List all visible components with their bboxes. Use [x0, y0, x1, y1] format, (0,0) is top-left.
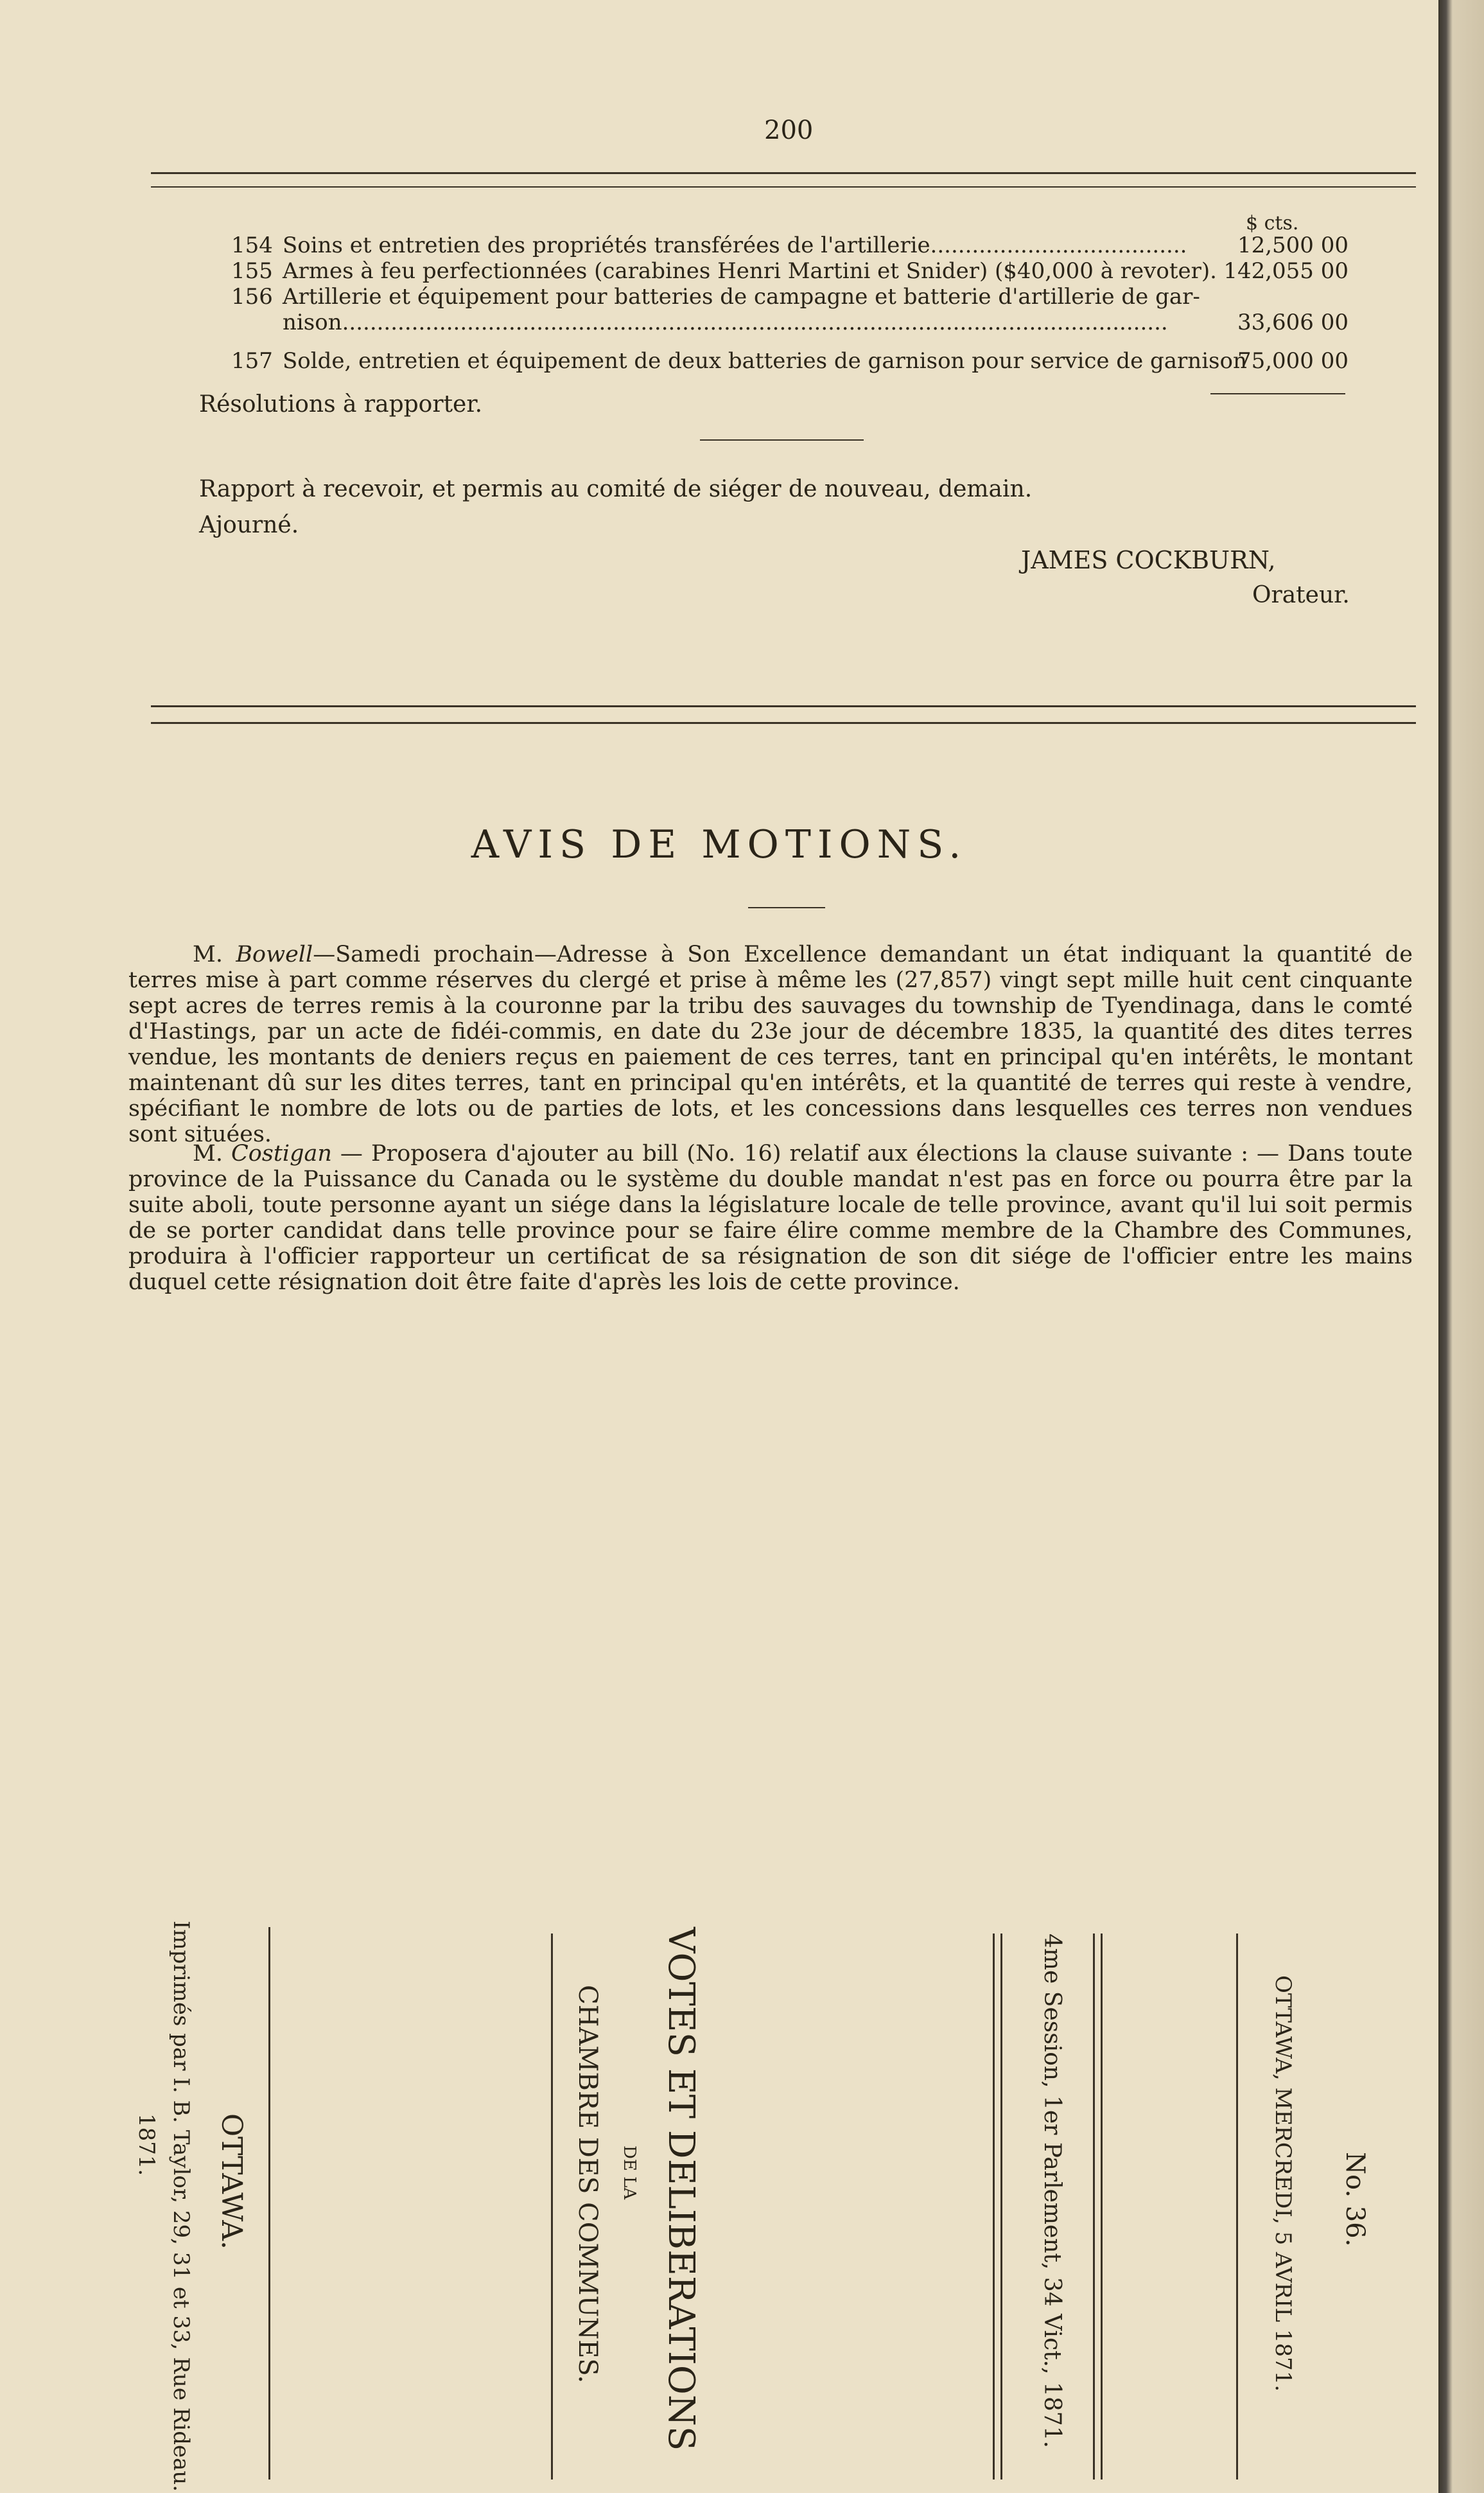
section-rule-lower	[151, 722, 1416, 724]
header-rule-lower	[151, 186, 1416, 188]
item-amount: 75,000 00	[1237, 348, 1349, 374]
header-rule	[151, 172, 1416, 174]
item-amount: 12,500 00	[1237, 233, 1349, 258]
item-description: Armes à feu perfectionnées (carabines Henri Martini et Snider) ($40,000 à revoter).	[283, 258, 1217, 284]
item-number: 154	[231, 233, 273, 258]
cover-rule	[1101, 1934, 1103, 2480]
heading-divider	[748, 907, 825, 908]
notices-heading: AVIS DE MOTIONS.	[471, 822, 968, 867]
estimate-item	[231, 348, 1349, 374]
section-divider	[700, 439, 864, 441]
item-description: Solde, entretien et équipement de deux batteries de garnison pour service de garnison	[283, 348, 1247, 374]
item-description: Artillerie et équipement pour batteries de campagne et batterie d'artillerie de gar-	[283, 284, 1200, 310]
motion-member-name: Bowell	[236, 942, 313, 967]
item-number: 155	[231, 258, 273, 284]
motion-bowell	[128, 942, 1413, 1147]
signature-name: JAMES COCKBURN,	[1021, 546, 1276, 574]
cover-date: OTTAWA, MERCREDI, 5 AVRIL 1871.	[1270, 1975, 1296, 2392]
estimate-item	[283, 310, 1349, 335]
cover-rule	[268, 1927, 270, 2480]
report-line: Rapport à recevoir, et permis au comité de siéger de nouveau, demain.	[199, 476, 1033, 502]
motion-costigan	[128, 1141, 1413, 1295]
cover-rule	[993, 1934, 995, 2480]
cover-rule	[1236, 1934, 1238, 2480]
cover-chamber: CHAMBRE DES COMMUNES.	[573, 1985, 602, 2384]
page-number: 200	[764, 116, 814, 145]
motion-member-prefix: M.	[193, 942, 236, 967]
item-number: 157	[231, 348, 273, 374]
cover-city: OTTAWA.	[215, 2113, 248, 2250]
page-edge	[1438, 0, 1484, 2493]
item-description: Soins et entretien des propriétés transférées de l'artillerie.....................................	[283, 233, 1187, 258]
cover-rule	[551, 1934, 553, 2480]
cover-session: 4me Session, 1er Parlement, 34 Vict., 1871.	[1039, 1934, 1065, 2449]
cover-de-la: DE LA	[620, 2145, 639, 2200]
item-description: nison.......................................................................................................................	[283, 310, 1168, 335]
item-amount: 142,055 00	[1223, 258, 1349, 284]
estimate-item	[231, 258, 1349, 284]
cover-rule	[1000, 1934, 1002, 2480]
cover-title: VOTES ET DELIBERATIONS	[660, 1927, 702, 2451]
adjourned-line: Ajourné.	[199, 512, 299, 538]
motion-text: —Samedi prochain—Adresse à Son Excellence demandant un état indiquant la quantité de terres mise à part comme réserves du clergé et prise à même les (27,857) vingt sept mille huit cent cinquante sept acres de terres remis à la couronne par la tribu des sauvages du township de Tyendinaga, dans le comté d'Hastings, par un acte de fidéi-commis, en date du 23e jour de décembre 1835, la quantité des dites terres vendue, les montants de deniers reçus en paiement de ces terres, tant en principal qu'en intérêts, le montant maintenant dû sur les dites terres, tant en principal qu'en intérêts, et la quantité de terres qui reste à vendre, spécifiant le nombre de lots ou de parties de lots, et les concessions dans lesquelles ces terres non vendues sont situées.	[128, 942, 1413, 1147]
currency-header: $ cts.	[1246, 212, 1299, 234]
motion-text: — Proposera d'ajouter au bill (No. 16) relatif aux élections la clause suivante : — Dans toute province de la Puissance du Canada ou le système du double mandat n'est pas en force ou pourra être par la suite aboli, toute personne ayant un siége dans la législature locale de telle province, avant qu'il lui soit permis de se porter candidat dans telle province pour se faire élire comme membre de la Chambre des Communes, produira à l'officier rapporteur un certificat de sa résignation de son dit siége de l'officier entre les mains duquel cette résignation doit être faite d'après les lois de cette province.	[128, 1141, 1413, 1295]
item-number: 156	[231, 284, 273, 310]
estimate-item	[231, 284, 1349, 310]
estimate-item	[231, 233, 1349, 258]
cover-year: 1871.	[134, 2113, 159, 2176]
motion-member-prefix: M.	[193, 1141, 231, 1167]
signature-title: Orateur.	[1252, 582, 1350, 608]
section-rule	[151, 705, 1416, 707]
item-amount: 33,606 00	[1237, 310, 1349, 335]
cover-printer: Imprimés par I. B. Taylor, 29, 31 et 33, Rue Rideau.	[168, 1921, 194, 2492]
cover-rule	[1093, 1934, 1095, 2480]
resolutions-line: Résolutions à rapporter.	[199, 391, 483, 418]
motion-member-name: Costigan	[231, 1141, 332, 1167]
cover-number: No. 36.	[1340, 2152, 1370, 2247]
